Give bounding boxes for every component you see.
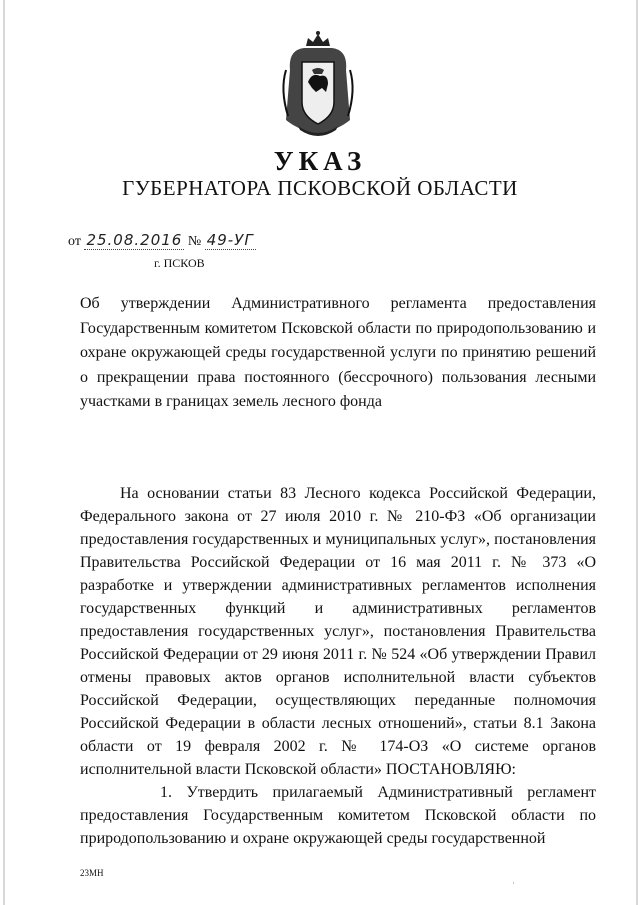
date-value: 25.08.2016 [86, 231, 183, 249]
number-prefix: № [187, 234, 202, 249]
decree-issuer: ГУБЕРНАТОРА ПСКОВСКОЙ ОБЛАСТИ [122, 176, 518, 200]
decree-subject: Об утверждении Административного регламента предоставления Государственным комитетом Псковской области по природопользованию и охране окружающей среды государственной услуги по принятию решений о прекращении права постоянного (бессрочного) пользования лесными участками в границах земель лесного фонда [80, 295, 596, 410]
date-prefix: от [68, 234, 81, 249]
scan-edge-right [636, 0, 638, 905]
preamble-paragraph: На основании статьи 83 Лесного кодекса Российской Федерации, Федерального закона от 27 июля 2010 г. № 210-ФЗ «Об организации предоставления государственных и муниципальных услуг», постановления Правительства Российской Федерации от 16 мая 2011 г. № 373 «О разработке и утверждении административных регламентов исполнения государственных функций и административных регламентов предоставления государственных услуг», постановления Правительства Российской Федерации от 29 июня 2011 г. № 524 «Об утверждении Правил отмены правовых актов органов исполнительной власти субъектов Российской Федерации, осуществляющих переданные полномочия Российской Федерации в области лесных отношений», статьи 8.1 Закона области от 19 февраля 2002 г. № 174-ОЗ «О системе органов исполнительной власти Псковской области» ПОСТАНОВЛЯЮ: [80, 485, 596, 778]
item-text: Утвердить прилагаемый Административный регламент предоставления Государственным комитетом Псковской области по природопользованию и охране окружающей среды государственной [80, 784, 597, 847]
corner-mark: · [512, 878, 515, 888]
scan-edge-left [3, 0, 5, 905]
item-paragraph [80, 781, 596, 850]
decree-title: УКАЗ [273, 146, 367, 176]
date-number-line [68, 231, 256, 250]
number-value: 49-УГ [206, 231, 254, 249]
pskov-coat-of-arms-icon [278, 30, 358, 140]
footer-code: 23МН [80, 868, 104, 878]
item-number: 1. [160, 784, 172, 801]
decree-body [80, 482, 596, 850]
city-label: г. ПСКОВ [154, 256, 205, 270]
